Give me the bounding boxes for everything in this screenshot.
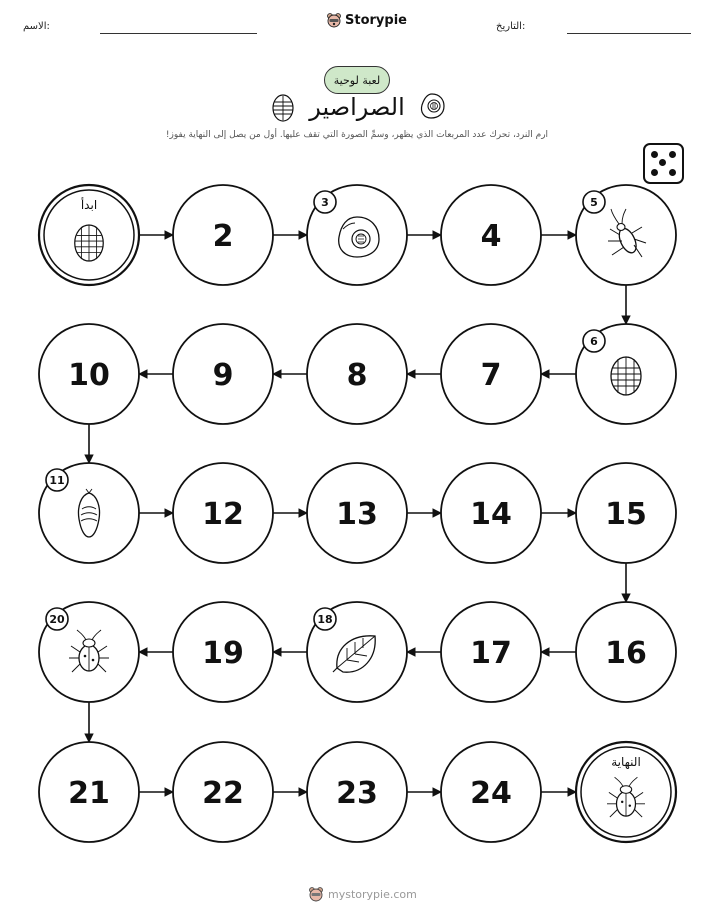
cell-number: 17 — [470, 636, 512, 671]
board-cell-16 — [576, 602, 676, 702]
cell-badge-number: 20 — [49, 613, 65, 626]
board-cell-7 — [441, 324, 541, 424]
name-label: الاسم: — [23, 21, 50, 32]
cell-number: 15 — [605, 497, 647, 532]
cockroach-egg-case-icon — [339, 217, 379, 257]
cell-number: 24 — [470, 776, 512, 811]
cell-number: 8 — [346, 358, 368, 393]
cell-number: 22 — [202, 776, 244, 811]
board-cells — [39, 185, 676, 842]
board-cell-13 — [307, 463, 407, 563]
cell-number: 9 — [212, 358, 234, 393]
cell-number: 10 — [68, 358, 110, 393]
cell-number: 16 — [605, 636, 647, 671]
cell-badge-number: 5 — [590, 196, 598, 209]
bear-mascot-icon — [308, 886, 324, 902]
cell-badge-number: 11 — [49, 474, 65, 487]
logo-text: Storypie — [345, 12, 407, 28]
footer-url[interactable]: mystorypie.com — [328, 887, 417, 901]
board-cell-10 — [39, 324, 139, 424]
cell-number: 7 — [480, 358, 502, 393]
page-title: الصراصير — [309, 93, 405, 121]
board-cell-18 — [307, 602, 407, 702]
board-cell-23 — [307, 742, 407, 842]
board-cell-9 — [173, 324, 273, 424]
cell-number: 21 — [68, 776, 110, 811]
finish-label: النهاية — [611, 755, 641, 769]
cell-badge-number: 3 — [321, 196, 329, 209]
cell-number: 4 — [480, 219, 502, 254]
cell-number: 13 — [336, 497, 378, 532]
cockroach-egg-icon — [75, 225, 104, 261]
board-game-badge: لعبة لوحية — [324, 66, 390, 94]
board-cell-5 — [576, 185, 676, 285]
board-cell-17 — [441, 602, 541, 702]
board-cell-22 — [173, 742, 273, 842]
board-cell-19 — [173, 602, 273, 702]
board-cell-6 — [576, 324, 676, 424]
board-cell-3 — [307, 185, 407, 285]
board-cell-14 — [441, 463, 541, 563]
board-cell-12 — [173, 463, 273, 563]
instructions-text: ارم النرد، تحرك عدد المربعات الذي يظهر، وسمِّ الصورة التي تقف عليها. أول من يصل إلى النهاية يفوز! — [165, 130, 549, 140]
board-cell-4 — [441, 185, 541, 285]
cell-number: 23 — [336, 776, 378, 811]
board-cell-1 — [39, 185, 139, 285]
cell-badge-number: 6 — [590, 335, 598, 348]
board-cell-20 — [39, 602, 139, 702]
board-cell-11 — [39, 463, 139, 563]
cell-badge-number: 18 — [317, 613, 333, 626]
board-cell-8 — [307, 324, 407, 424]
footer — [308, 886, 417, 902]
cell-number: 2 — [212, 219, 234, 254]
board-cell-15 — [576, 463, 676, 563]
cell-number: 14 — [470, 497, 512, 532]
cockroach-egg-icon — [611, 357, 641, 395]
cell-number: 12 — [202, 497, 244, 532]
date-label: التاريخ: — [496, 21, 526, 32]
cell-number: 19 — [202, 636, 244, 671]
board-cell-21 — [39, 742, 139, 842]
board-cell-2 — [173, 185, 273, 285]
board-cell-25 — [576, 742, 676, 842]
board-cell-24 — [441, 742, 541, 842]
start-label: ابدأ — [80, 198, 98, 212]
